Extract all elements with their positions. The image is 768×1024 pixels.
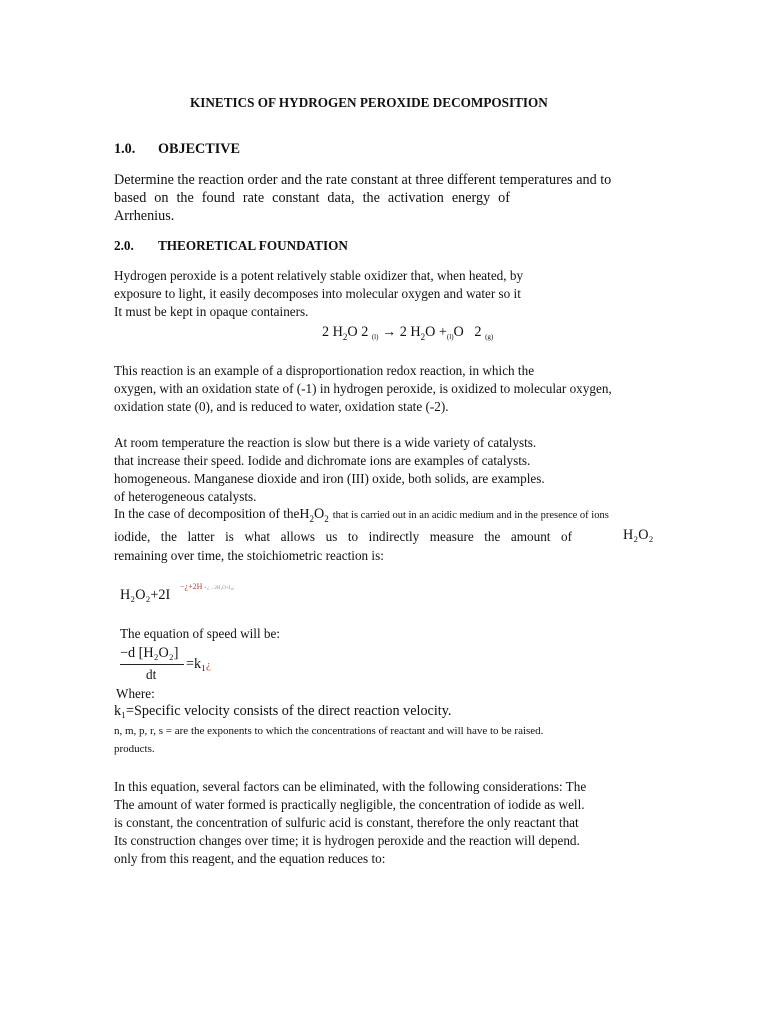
eq-left-o: O xyxy=(347,324,358,340)
paragraph-line: only from this reagent, and the equation reduces to: xyxy=(114,851,386,866)
paragraph-line: homogeneous. Manganese dioxide and iron (III) oxide, both solids, are examples. xyxy=(114,471,545,486)
k1-definition: k₁=Specific velocity consists of the direct reaction velocity. xyxy=(114,703,452,719)
stoichiometric-equation xyxy=(120,586,170,604)
document-title: KINETICS OF HYDROGEN PEROXIDE DECOMPOSITION xyxy=(190,95,548,110)
objective-line: Determine the reaction order and the rate constant at three different temperatures and to xyxy=(114,172,612,188)
rate-numerator: −d [H₂O₂] xyxy=(120,645,179,661)
rate-rhs xyxy=(186,656,211,673)
paragraph-line: It must be kept in opaque containers. xyxy=(114,304,309,319)
section-2-number: 2.0. xyxy=(114,238,134,253)
paragraph-line: of heterogeneous catalysts. xyxy=(114,489,257,504)
paragraph-line: exposure to light, it easily decomposes into molecular oxygen and water so it xyxy=(114,286,521,301)
paragraph-line: is constant, the concentration of sulfuric acid is constant, therefore the only reactant that xyxy=(114,815,579,830)
objective-line: based on the found rate constant data, the activation energy of xyxy=(114,190,510,206)
eq-plus: + xyxy=(438,324,447,340)
where-label: Where: xyxy=(116,686,155,701)
eq-o2-state: (g) xyxy=(485,333,494,341)
paragraph-line: Hydrogen peroxide is a potent relatively stable oxidizer that, when heated, by xyxy=(114,268,524,283)
eq-left-state: (l) xyxy=(371,333,379,341)
eq-right-sub: 2 xyxy=(420,332,426,342)
eq-o2-sub: 2 xyxy=(474,324,482,340)
decomposition-equation xyxy=(322,324,493,341)
h2o2-sub2: 2 xyxy=(324,514,329,524)
exponents-line: products. xyxy=(114,743,155,755)
h2o2-h: H xyxy=(299,507,310,522)
stoich-micro-text: +¿→2H₂O+I₂¿ xyxy=(204,586,235,591)
iodide-paragraph-line2: iodide, the latter is what allows us to indirectly measure the amount of xyxy=(114,529,572,544)
fraction-bar xyxy=(120,664,184,665)
exponents-line: n, m, p, r, s = are the exponents to which the concentrations of reactant and will have to be raised. xyxy=(114,725,544,737)
section-1-number: 1.0. xyxy=(114,141,136,157)
stoich-superscript xyxy=(180,582,234,591)
stoich-main: H₂O₂+2I xyxy=(120,587,171,603)
para4-lead: In the case of decomposition of the xyxy=(114,506,300,521)
paragraph-line: Its construction changes over time; it is hydrogen peroxide and the reaction will depend. xyxy=(114,833,580,848)
paragraph-line: that increase their speed. Iodide and dichromate ions are examples of catalysts. xyxy=(114,453,531,468)
paragraph-line: oxygen, with an oxidation state of (-1) in hydrogen peroxide, is oxidized to molecular oxygen, xyxy=(114,381,612,396)
stoich-super-text: −¿+2H xyxy=(180,582,203,591)
para4-tail: that is carried out in an acidic medium and in the presence of ions xyxy=(332,510,609,521)
h2o2-o: O xyxy=(313,506,325,522)
paragraph-line: At room temperature the reaction is slow but there is a wide variety of catalysts. xyxy=(114,435,537,450)
objective-line: Arrhenius. xyxy=(114,208,175,224)
eq-left-sub: 2 xyxy=(342,332,348,342)
h2o2-formula: H₂O₂ xyxy=(623,527,654,543)
rate-rhs-text: =k₁ xyxy=(186,656,207,672)
iodide-paragraph-line1 xyxy=(114,505,609,523)
eq-o2: O xyxy=(453,324,464,340)
iodide-paragraph-line3: remaining over time, the stoichiometric reaction is: xyxy=(114,548,384,563)
eq-left-sub2: 2 xyxy=(361,324,369,340)
section-1-heading: OBJECTIVE xyxy=(158,141,240,157)
rate-rhs-mark: ¿ xyxy=(206,659,211,671)
rate-denominator: dt xyxy=(146,667,157,682)
reaction-arrow: → xyxy=(381,324,397,340)
speed-equation-label: The equation of speed will be: xyxy=(120,626,281,641)
paragraph-line: oxidation state (0), and is reduced to water, oxidation state (-2). xyxy=(114,399,449,414)
eq-right-state: (l) xyxy=(446,333,454,341)
eq-right-o: O xyxy=(425,324,436,340)
h2o2-sub1: 2 xyxy=(309,514,314,524)
paragraph-line: The amount of water formed is practically negligible, the concentration of iodide as well. xyxy=(114,797,585,812)
paragraph-line: In this equation, several factors can be eliminated, with the following considerations: The xyxy=(114,779,587,794)
paragraph-line: This reaction is an example of a disproportionation redox reaction, in which the xyxy=(114,363,535,378)
section-2-heading: THEORETICAL FOUNDATION xyxy=(158,238,348,253)
eq-left: 2 H xyxy=(322,324,343,340)
eq-right: 2 H xyxy=(399,324,421,340)
